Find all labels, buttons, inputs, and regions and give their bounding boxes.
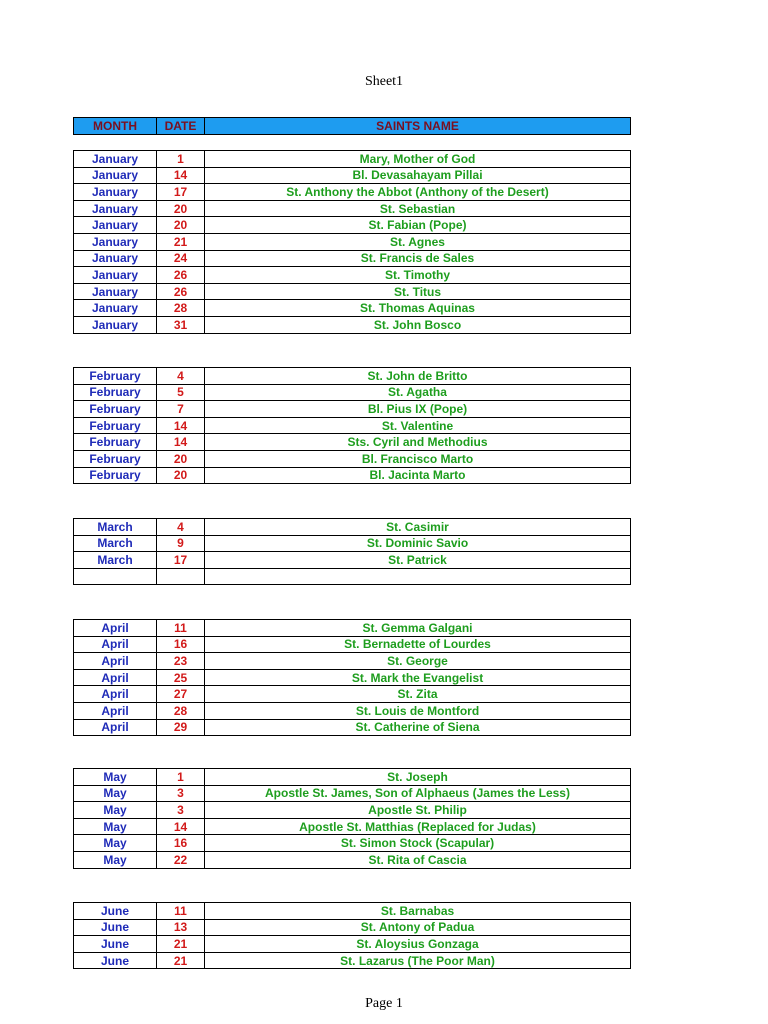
header-row: [74, 118, 631, 135]
date-cell: 31: [157, 316, 205, 333]
table-row: [74, 535, 631, 552]
table-row: [74, 200, 631, 217]
month-cell: June: [74, 936, 157, 953]
month-cell: January: [74, 167, 157, 184]
date-cell: 7: [157, 401, 205, 418]
date-cell: 29: [157, 719, 205, 736]
saint-name-cell: Apostle St. Philip: [205, 802, 631, 819]
date-cell: 28: [157, 702, 205, 719]
date-cell: 26: [157, 283, 205, 300]
month-cell: May: [74, 802, 157, 819]
month-cell: February: [74, 450, 157, 467]
date-cell: 3: [157, 785, 205, 802]
table-row: [74, 184, 631, 201]
table-row: [74, 450, 631, 467]
march-table: [73, 518, 631, 585]
table-row: [74, 851, 631, 868]
saint-name-cell: Apostle St. James, Son of Alphaeus (James the Less): [205, 785, 631, 802]
saint-name-cell: St. Zita: [205, 686, 631, 703]
month-cell: January: [74, 267, 157, 284]
month-cell: June: [74, 919, 157, 936]
date-cell: 28: [157, 300, 205, 317]
table-row: [74, 653, 631, 670]
saint-name-cell: St. Thomas Aquinas: [205, 300, 631, 317]
saint-name-cell: St. Sebastian: [205, 200, 631, 217]
saint-name-cell: Bl. Francisco Marto: [205, 450, 631, 467]
table-row: [74, 669, 631, 686]
february-table: [73, 367, 631, 484]
table-row: [74, 233, 631, 250]
date-header: DATE: [157, 118, 205, 135]
date-cell: 26: [157, 267, 205, 284]
date-cell: 21: [157, 936, 205, 953]
date-cell: 13: [157, 919, 205, 936]
saint-name-cell: St. Casimir: [205, 519, 631, 536]
saint-name-cell: Bl. Devasahayam Pillai: [205, 167, 631, 184]
may-table: [73, 768, 631, 869]
page-footer: Page 1: [365, 996, 403, 1011]
table-row: [74, 417, 631, 434]
saint-name-cell: Apostle St. Matthias (Replaced for Judas): [205, 818, 631, 835]
date-cell: 14: [157, 818, 205, 835]
saint-name-cell: St. Mark the Evangelist: [205, 669, 631, 686]
date-cell: 14: [157, 417, 205, 434]
month-cell: February: [74, 368, 157, 385]
date-cell: 16: [157, 835, 205, 852]
month-cell: January: [74, 217, 157, 234]
date-cell: 21: [157, 952, 205, 969]
saint-name-cell: St. Titus: [205, 283, 631, 300]
date-cell: 14: [157, 167, 205, 184]
month-cell: March: [74, 519, 157, 536]
month-cell: January: [74, 316, 157, 333]
month-cell: February: [74, 401, 157, 418]
date-cell: 24: [157, 250, 205, 267]
january-table: [73, 150, 631, 334]
saint-name-cell: St. Agnes: [205, 233, 631, 250]
column-header: [73, 117, 631, 135]
date-cell: 20: [157, 467, 205, 484]
month-cell: April: [74, 636, 157, 653]
saint-name-cell: St. Timothy: [205, 267, 631, 284]
table-row: [74, 769, 631, 786]
month-cell: April: [74, 702, 157, 719]
saint-name-cell: St. Patrick: [205, 552, 631, 569]
saint-name-cell: Sts. Cyril and Methodius: [205, 434, 631, 451]
table-row: [74, 936, 631, 953]
table-row: [74, 519, 631, 536]
saint-name-cell: St. John de Britto: [205, 368, 631, 385]
saint-name-cell: St. Valentine: [205, 417, 631, 434]
month-cell: January: [74, 184, 157, 201]
month-cell: May: [74, 769, 157, 786]
table-row: [74, 151, 631, 168]
date-cell: 21: [157, 233, 205, 250]
date-cell: 3: [157, 802, 205, 819]
saint-name-cell: St. Catherine of Siena: [205, 719, 631, 736]
saint-name-cell: Bl. Jacinta Marto: [205, 467, 631, 484]
table-row: [74, 384, 631, 401]
table-row: [74, 919, 631, 936]
date-cell: 16: [157, 636, 205, 653]
saint-name-cell: St. Francis de Sales: [205, 250, 631, 267]
month-cell: May: [74, 835, 157, 852]
month-cell: April: [74, 719, 157, 736]
table-row: [74, 686, 631, 703]
table-row: [74, 785, 631, 802]
month-cell: January: [74, 283, 157, 300]
date-cell: [157, 568, 205, 585]
saint-name-cell: St. Joseph: [205, 769, 631, 786]
date-cell: 11: [157, 903, 205, 920]
month-cell: May: [74, 818, 157, 835]
month-cell: January: [74, 300, 157, 317]
date-cell: 27: [157, 686, 205, 703]
date-cell: 20: [157, 200, 205, 217]
table-row: [74, 719, 631, 736]
month-cell: March: [74, 552, 157, 569]
month-cell: June: [74, 952, 157, 969]
date-cell: 23: [157, 653, 205, 670]
month-cell: May: [74, 851, 157, 868]
table-row: [74, 702, 631, 719]
month-cell: April: [74, 686, 157, 703]
month-cell: March: [74, 535, 157, 552]
saint-name-cell: St. George: [205, 653, 631, 670]
table-row: [74, 300, 631, 317]
month-cell: February: [74, 434, 157, 451]
saint-name-cell: St. Louis de Montford: [205, 702, 631, 719]
saint-name-cell: [205, 568, 631, 585]
month-cell: January: [74, 250, 157, 267]
month-cell: February: [74, 384, 157, 401]
month-cell: June: [74, 903, 157, 920]
month-cell: February: [74, 417, 157, 434]
date-cell: 25: [157, 669, 205, 686]
saint-name-cell: St. Fabian (Pope): [205, 217, 631, 234]
april-table: [73, 619, 631, 736]
table-row: [74, 401, 631, 418]
month-cell: January: [74, 200, 157, 217]
table-row: [74, 167, 631, 184]
saint-name-cell: St. Bernadette of Lourdes: [205, 636, 631, 653]
saint-name-cell: St. Lazarus (The Poor Man): [205, 952, 631, 969]
month-cell: May: [74, 785, 157, 802]
table-row: [74, 250, 631, 267]
table-row: [74, 267, 631, 284]
saint-name-cell: St. Rita of Cascia: [205, 851, 631, 868]
date-cell: 20: [157, 450, 205, 467]
date-cell: 4: [157, 519, 205, 536]
table-row: [74, 368, 631, 385]
saint-name-cell: St. Agatha: [205, 384, 631, 401]
month-cell: April: [74, 669, 157, 686]
table-row: [74, 434, 631, 451]
table-row: [74, 952, 631, 969]
month-cell: January: [74, 151, 157, 168]
saint-name-cell: St. Barnabas: [205, 903, 631, 920]
date-cell: 5: [157, 384, 205, 401]
table-row: [74, 568, 631, 585]
table-row: [74, 620, 631, 637]
date-cell: 4: [157, 368, 205, 385]
month-cell: April: [74, 620, 157, 637]
june-table: [73, 902, 631, 969]
table-row: [74, 467, 631, 484]
table-row: [74, 217, 631, 234]
table-row: [74, 636, 631, 653]
saint-name-cell: St. Antony of Padua: [205, 919, 631, 936]
table-row: [74, 802, 631, 819]
saint-name-cell: Mary, Mother of God: [205, 151, 631, 168]
date-cell: 17: [157, 552, 205, 569]
date-cell: 22: [157, 851, 205, 868]
saint-name-cell: St. Simon Stock (Scapular): [205, 835, 631, 852]
table-row: [74, 835, 631, 852]
table-row: [74, 283, 631, 300]
month-cell: April: [74, 653, 157, 670]
saint-name-cell: St. John Bosco: [205, 316, 631, 333]
saint-name-cell: St. Dominic Savio: [205, 535, 631, 552]
month-cell: February: [74, 467, 157, 484]
date-cell: 11: [157, 620, 205, 637]
table-row: [74, 316, 631, 333]
date-cell: 20: [157, 217, 205, 234]
table-row: [74, 552, 631, 569]
saints-name-header: SAINTS NAME: [205, 118, 631, 135]
date-cell: 9: [157, 535, 205, 552]
saint-name-cell: St. Anthony the Abbot (Anthony of the Desert): [205, 184, 631, 201]
month-header: MONTH: [74, 118, 157, 135]
table-row: [74, 903, 631, 920]
saint-name-cell: St. Gemma Galgani: [205, 620, 631, 637]
table-row: [74, 818, 631, 835]
date-cell: 1: [157, 769, 205, 786]
date-cell: 1: [157, 151, 205, 168]
date-cell: 17: [157, 184, 205, 201]
date-cell: 14: [157, 434, 205, 451]
month-cell: January: [74, 233, 157, 250]
sheet-title: Sheet1: [364, 74, 404, 89]
month-cell: [74, 568, 157, 585]
saint-name-cell: St. Aloysius Gonzaga: [205, 936, 631, 953]
saint-name-cell: Bl. Pius IX (Pope): [205, 401, 631, 418]
